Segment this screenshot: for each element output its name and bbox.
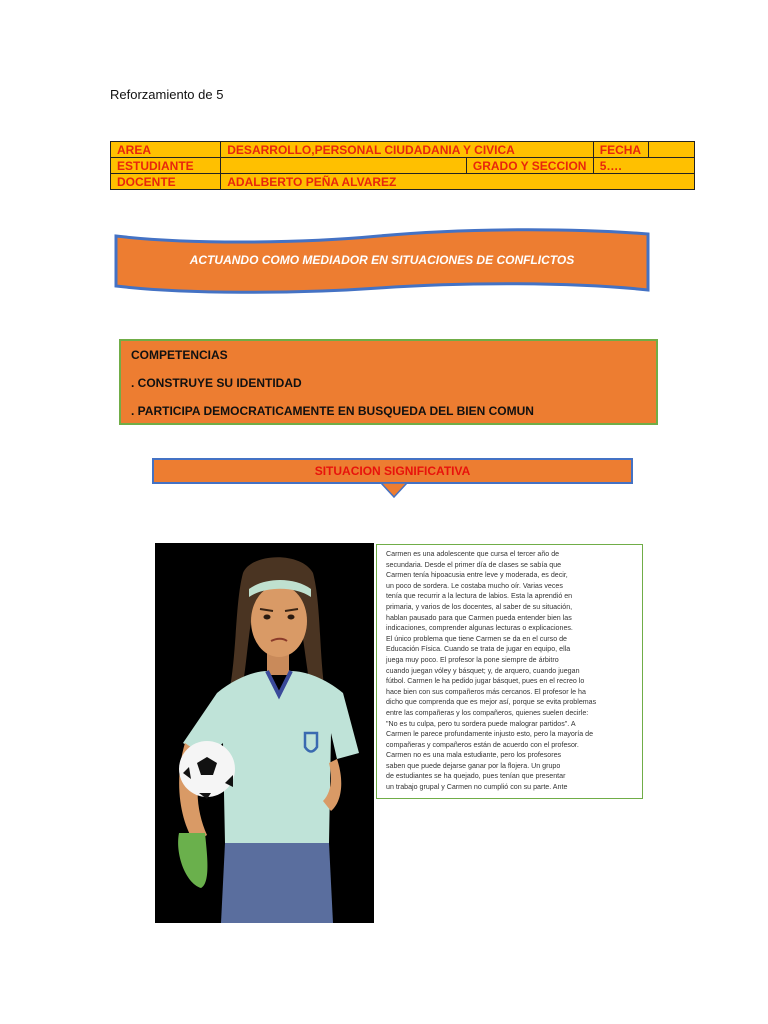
info-table xyxy=(110,141,695,190)
estudiante-label: ESTUDIANTE xyxy=(111,158,221,174)
story-line: "No es tu culpa, pero tu sordera puede malograr partidos". A xyxy=(386,719,576,728)
competencias-box xyxy=(119,339,658,425)
story-line: indicaciones, comprender algunas lecturas o explicaciones. xyxy=(386,624,573,633)
student-illustration xyxy=(155,543,374,923)
fecha-value xyxy=(648,142,694,158)
story-line: Carmen no es una mala estudiante, pero los profesores xyxy=(386,751,562,760)
story-line: fútbol. Carmen le ha pedido jugar básquet, pues en el recreo lo xyxy=(386,677,585,686)
story-line: Carmen es una adolescente que cursa el tercer año de xyxy=(386,550,560,558)
story-line: saben que puede dejarse ganar por la flojera. Un grupo xyxy=(386,761,561,770)
arrow-down-icon xyxy=(380,482,408,498)
story-line: Educación Física. Cuando se trata de jugar en equipo, ella xyxy=(386,645,571,654)
story-line: Carmen le parece profundamente injusto esto, pero la mayoría de xyxy=(386,730,594,739)
story-line: hace bien con sus compañeros más cercanos. El profesor le ha xyxy=(386,687,586,696)
story-line: un trabajo grupal y Carmen no cumplió con su parte. Ante xyxy=(386,783,568,792)
docente-label: DOCENTE xyxy=(111,174,221,190)
story-line: un poco de sordera. Le costaba mucho oír. Varias veces xyxy=(386,581,563,590)
story-line: juega muy poco. El profesor la pone siempre de árbitro xyxy=(386,655,559,664)
document-title: Reforzamiento de 5 xyxy=(110,87,224,102)
competencia-item: . PARTICIPA DEMOCRATICAMENTE EN BUSQUEDA DEL BIEN COMUN xyxy=(131,404,534,418)
situacion-significativa-box xyxy=(152,458,633,484)
grado-label: GRADO Y SECCION xyxy=(466,158,593,174)
grado-value: 5…. xyxy=(593,158,694,174)
table-row xyxy=(111,142,695,158)
story-line: cuando juegan vóley y básquet; y, de arquero, cuando juegan xyxy=(386,666,580,675)
story-line: hablan pausado para que Carmen pueda entender bien las xyxy=(386,613,572,622)
story-line: de estudiantes se ha quejado, pues tenían que presentar xyxy=(386,772,566,781)
story-line: entre las compañeras y los compañeros, quienes suelen decirle: xyxy=(386,708,589,717)
story-line: Carmen tenía hipoacusia entre leve y moderada, es decir, xyxy=(386,571,568,580)
story-line: secundaria. Desde el primer día de clases se sabía que xyxy=(386,560,562,569)
area-value: DESARROLLO,PERSONAL CIUDADANIA Y CIVICA xyxy=(221,142,593,158)
story-text-box xyxy=(376,544,643,799)
situacion-label: SITUACION SIGNIFICATIVA xyxy=(314,464,471,478)
table-row xyxy=(111,158,695,174)
story-line: tenía que recurrir a la lectura de labios. Esta la aprendió en xyxy=(386,592,573,601)
fecha-label: FECHA xyxy=(593,142,648,158)
story-line: dicho que comprenda que es mejor así, porque se evita problemas xyxy=(386,698,597,707)
banner-title: ACTUANDO COMO MEDIADOR EN SITUACIONES DE CONFLICTOS xyxy=(189,253,575,267)
area-label: AREA xyxy=(111,142,221,158)
competencias-heading: COMPETENCIAS xyxy=(131,348,228,362)
competencia-item: . CONSTRUYE SU IDENTIDAD xyxy=(131,376,302,390)
table-row xyxy=(111,174,695,190)
docente-value: ADALBERTO PEÑA ALVAREZ xyxy=(221,174,695,190)
story-line: primaria, y varios de los docentes, al saber de su situación, xyxy=(386,602,573,611)
estudiante-value xyxy=(221,158,467,174)
story-line: compañeras y compañeros están de acuerdo con el profesor. xyxy=(386,740,579,749)
story-line: El único problema que tiene Carmen se da en el curso de xyxy=(386,634,567,643)
